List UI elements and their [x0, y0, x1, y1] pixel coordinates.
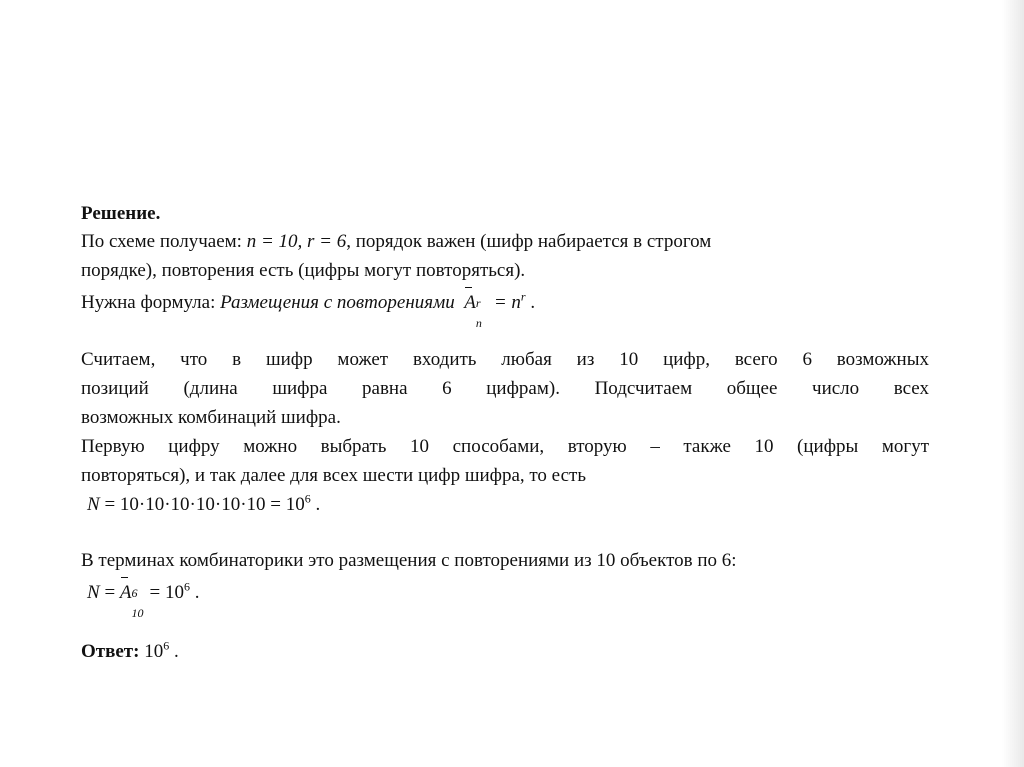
- solution-content: [81, 200, 929, 666]
- combinatorics-arrangement-sup: 6: [131, 586, 138, 600]
- p2-line-2: позиций (длина шифра равна 6 цифрам). Подсчитаем общее число всех: [81, 378, 929, 399]
- p2-line-5: повторяться), и так далее для всех шести цифр шифра, то есть: [81, 465, 586, 486]
- combinatorics-rhs-sup: 6: [183, 579, 190, 594]
- product-lhs: N: [87, 494, 100, 515]
- scheme-text: По схеме получаем:: [81, 231, 242, 252]
- combinatorics-line: В терминах комбинаторики это размещения с повторениями из 10 объектов по 6:: [81, 550, 737, 571]
- arrangement-rhs-sup: r: [520, 289, 526, 304]
- product-sup: 6: [304, 491, 311, 506]
- formula-name: Размещения с повторениями: [220, 292, 455, 313]
- answer-end: .: [173, 641, 179, 662]
- page-edge-shadow: [1002, 0, 1024, 767]
- scheme-text-tail: , порядок важен (шифр набирается в строгом: [346, 231, 712, 252]
- combinatorics-lhs: N: [87, 582, 100, 603]
- answer-value: 10: [144, 641, 164, 662]
- combinatorics-arrangement-symbol: [120, 575, 132, 607]
- formula-needed-label: Нужна формула:: [81, 292, 216, 313]
- product-body: = 10·10·10·10·10·10 = 10: [104, 494, 305, 515]
- answer-value-sup: 6: [163, 638, 170, 653]
- answer-label: Ответ:: [81, 641, 140, 662]
- p2-line-4: Первую цифру можно выбрать 10 способами, вторую – также 10 (цифры могут: [81, 436, 929, 457]
- answer-line: [81, 637, 929, 666]
- combinatorics-formula: [81, 575, 929, 620]
- arrangement-symbol: [464, 285, 476, 317]
- arrangement-letter: A: [464, 292, 476, 313]
- product-formula: [81, 490, 929, 519]
- combinatorics-end: .: [194, 582, 200, 603]
- scheme-params: n = 10, r = 6: [246, 231, 347, 252]
- arrangement-sub: n: [475, 316, 482, 330]
- arrangement-formula: [464, 289, 526, 330]
- p2-line-3: возможных комбинаций шифра.: [81, 407, 341, 428]
- arrangement-sup: r: [475, 296, 481, 310]
- product-end: .: [315, 494, 321, 515]
- combinatorics-arrangement-sub: 10: [131, 606, 144, 620]
- repetition-line: порядке), повторения есть (цифры могут повторяться).: [81, 260, 526, 281]
- combinatorics-arrangement-letter: A: [119, 582, 132, 603]
- p2-line-1: Считаем, что в шифр может входить любая из 10 цифр, всего 6 возможных: [81, 349, 929, 370]
- combinatorics-rhs: = 10: [149, 582, 184, 603]
- solution-heading: Решение.: [81, 203, 161, 224]
- arrangement-rhs: = n: [493, 292, 521, 313]
- combinatorics-eq: =: [104, 582, 116, 603]
- scheme-line: [81, 227, 929, 256]
- formula-needed-line: [81, 285, 929, 330]
- formula-needed-end: .: [530, 292, 536, 313]
